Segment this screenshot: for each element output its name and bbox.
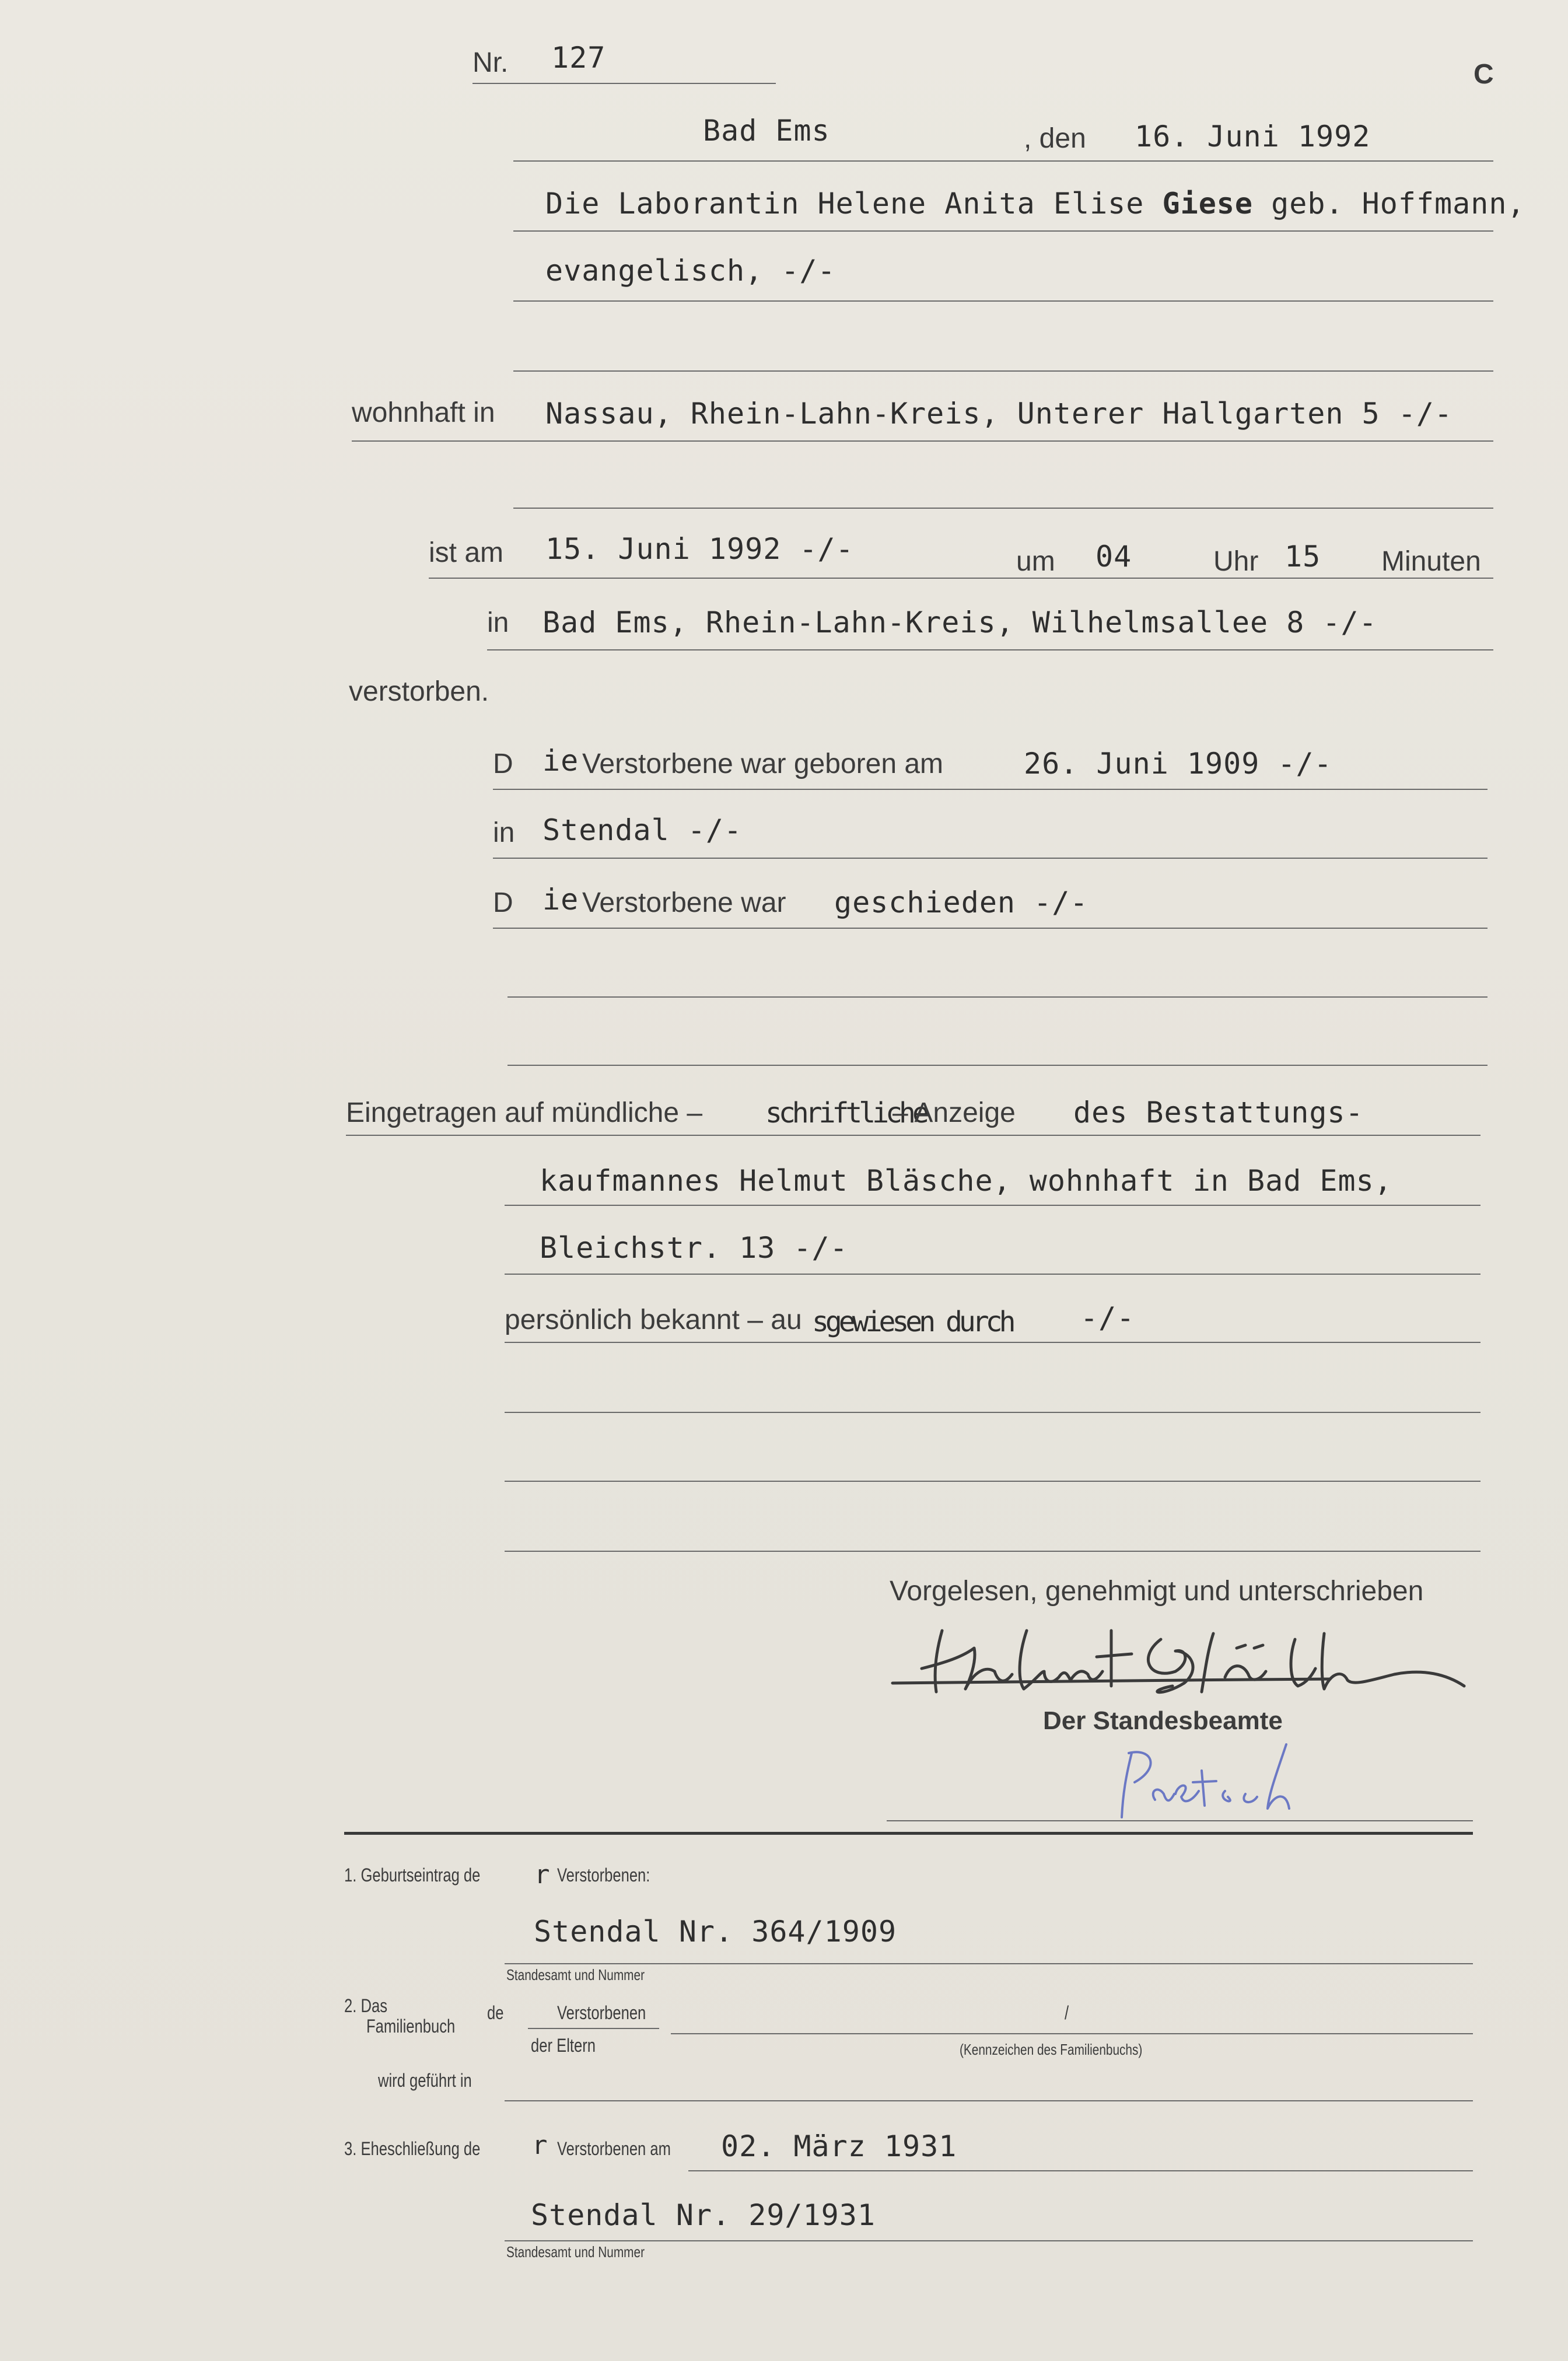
birth-place: Stendal -/- [542,813,743,847]
rule [508,996,1488,998]
corner-mark: C [1474,59,1494,90]
rule [505,1342,1480,1343]
note1-label2: Verstorbenen: [557,1865,650,1886]
note3-label2: Verstorbenen am [557,2138,671,2159]
informant-line-1: des Bestattungs- [1073,1096,1364,1129]
death-minuten-label: Minuten [1381,546,1481,577]
registration-label: Eingetragen auf mündliche – [346,1097,703,1128]
option-separator [528,2028,659,2029]
note2-caption: (Kennzeichen des Familienbuchs) [960,2041,1143,2058]
rule [493,858,1488,859]
registry-place: Bad Ems [703,114,830,148]
informant-line-2: kaufmannes Helmut Bläsche, wohnhaft in Bad Ems, [540,1164,1392,1198]
note2-slash: / [1065,2002,1069,2023]
birth-d-prefix: D [493,748,513,779]
rule [352,440,1493,442]
note3-date: 02. März 1931 [721,2129,957,2163]
note3-caption: Standesamt und Nummer [506,2243,645,2261]
informant-line-3: Bleichstr. 13 -/- [540,1231,848,1265]
note1-value: Stendal Nr. 364/1909 [534,1915,897,1949]
known-struck: sgewiesen durch [812,1306,1013,1338]
birth-place-label: in [493,817,515,848]
rule [505,2240,1473,2241]
death-place: Bad Ems, Rhein-Lahn-Kreis, Wilhelmsallee 8 -/- [542,606,1377,639]
birth-date: 26. Juni 1909 -/- [1024,747,1332,781]
status-d-prefix: D [493,887,513,918]
death-uhr-label: Uhr [1213,546,1259,577]
note1-caption: Standesamt und Nummer [506,1966,645,1984]
death-hour: 04 [1096,540,1132,573]
rule [513,370,1493,372]
rule [493,789,1488,790]
rule [487,649,1493,650]
rule [513,508,1493,509]
registry-date: 16. Juni 1992 [1135,120,1371,153]
person-line-2: evangelisch, -/- [545,254,836,288]
nr-value: 127 [551,41,606,75]
note3-label: 3. Eheschließung de [344,2138,481,2159]
death-um-label: um [1016,546,1055,577]
read-approved-label: Vorgelesen, genehmigt und unterschrieben [890,1576,1424,1607]
known-label: persönlich bekannt – au [505,1304,802,1335]
rule [505,1205,1480,1206]
verstorben-label: verstorben. [349,676,489,707]
rule [513,300,1493,302]
nr-underline [473,83,776,84]
rule [493,928,1488,929]
registration-anzeige: – Anzeige [892,1097,1016,1128]
note3-value: Stendal Nr. 29/1931 [531,2198,876,2232]
rule [505,2100,1473,2101]
rule [671,2033,1473,2034]
note1-label: 1. Geburtseintrag de [344,1865,481,1886]
person-surname: Giese [1162,187,1254,221]
note2-label: Familienbuch [366,2016,456,2037]
note2-opt-verstorbenen: Verstorbenen [557,2002,646,2023]
rule [513,230,1493,232]
status-typed-ie: ie [542,883,579,917]
note2-opt-eltern: der Eltern [531,2035,596,2056]
den-label: , den [1024,123,1086,154]
informant-signature [887,1616,1470,1704]
status-value: geschieden -/- [834,886,1088,919]
birth-typed-ie: ie [542,744,579,778]
rule [505,1412,1480,1413]
rule [505,1274,1480,1275]
rule [688,2170,1473,2171]
death-minute: 15 [1284,540,1321,573]
note2-label2: wird geführt in [378,2070,472,2091]
rule [508,1065,1488,1066]
rule [505,1481,1480,1482]
section-divider [344,1832,1473,1835]
status-label: Verstorbene war [582,887,786,918]
birth-label: Verstorbene war geboren am [582,748,944,779]
registrar-label: Der Standesbeamte [1043,1706,1283,1735]
rule [505,1551,1480,1552]
death-date-label: ist am [429,537,504,568]
known-mark: -/- [1080,1301,1135,1335]
nr-label: Nr. [473,47,509,78]
rule [429,578,1493,579]
registrar-signature-line [887,1820,1473,1821]
person-line-1: Die Laborantin Helene Anita Elise Giese geb. Hoffmann, [545,187,1525,221]
note2-de: de [487,2002,504,2023]
note2-num: 2. Das [344,1995,387,2016]
rule [513,160,1493,162]
registration-struck: schriftliche [765,1097,926,1129]
note1-r: r [534,1860,551,1890]
note3-r: r [532,2131,548,2160]
residence-value: Nassau, Rhein-Lahn-Kreis, Unterer Hallgarten 5 -/- [545,397,1453,431]
death-date: 15. Juni 1992 -/- [545,532,854,566]
residence-label: wohnhaft in [352,397,495,428]
death-place-label: in [487,607,509,638]
rule [505,1963,1473,1964]
rule [346,1135,1480,1136]
registrar-signature [1111,1736,1298,1823]
